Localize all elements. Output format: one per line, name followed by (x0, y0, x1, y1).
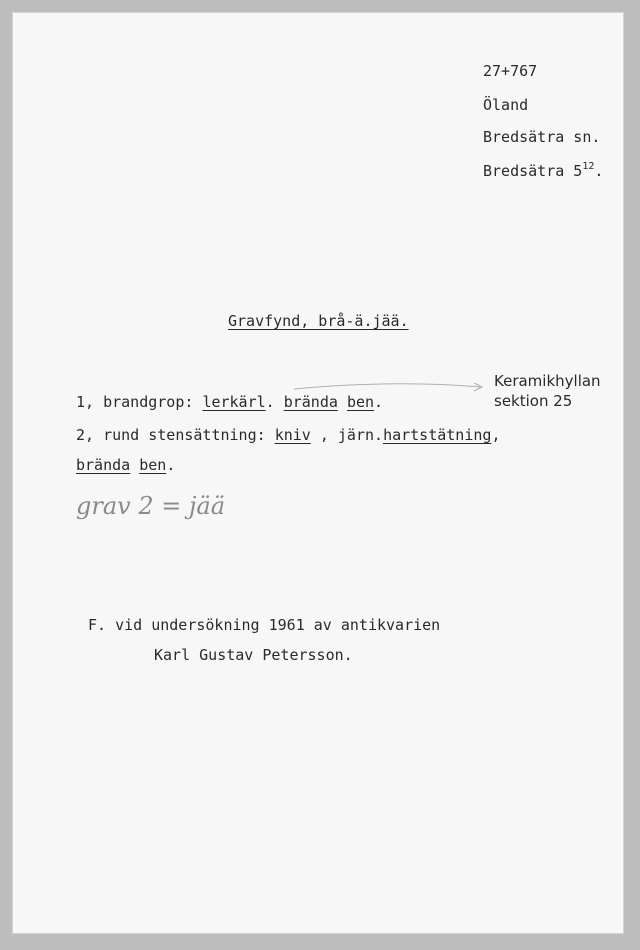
find-2-item-b: hartstätning (383, 426, 492, 444)
site-label (483, 162, 603, 179)
footer-line-1: F. vid undersökning 1961 av antikvarien (88, 616, 441, 634)
card-title: Gravfynd, brå-ä.jää. (228, 312, 409, 330)
catalog-number: 27+767 (483, 62, 538, 80)
site-superscript: 12 (582, 161, 595, 172)
handwritten-note: grav 2 = jää (76, 492, 226, 520)
find-3-item-b: ben (139, 456, 167, 474)
storage-section: sektion 25 (494, 392, 573, 410)
find-3-end: . (166, 456, 176, 474)
find-1-item-b: brända (283, 393, 338, 411)
find-2-end: , (491, 426, 501, 444)
find-1-sep: . (265, 393, 284, 411)
find-2-item-a: kniv (274, 426, 311, 444)
find-line-1 (76, 395, 383, 410)
parish-label: Bredsätra sn. (483, 128, 601, 146)
find-3-item-a: brända (76, 456, 131, 474)
storage-shelf: Keramikhyllan (494, 372, 601, 390)
find-1-item-a: lerkärl (202, 393, 266, 411)
find-2-prefix: 2, rund stensättning: (76, 426, 275, 444)
find-2-mid: , järn. (310, 426, 384, 444)
find-1-prefix: 1, brandgrop: (76, 393, 203, 411)
region-label: Öland (483, 96, 529, 114)
find-line-2 (76, 428, 500, 443)
site-name: Bredsätra 5 (483, 162, 583, 180)
find-1-item-c: ben (346, 393, 375, 411)
site-end: . (594, 162, 604, 180)
index-card (12, 12, 624, 934)
find-1-end: . (374, 393, 384, 411)
footer-line-2: Karl Gustav Petersson. (154, 646, 353, 664)
find-line-3 (76, 458, 175, 473)
